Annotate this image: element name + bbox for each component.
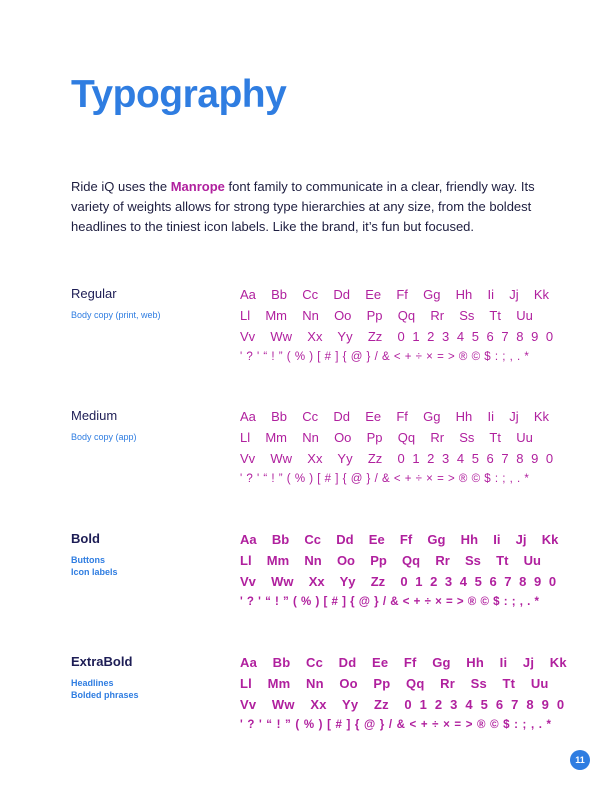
specimen-line: Aa Bb Cc Dd Ee Ff Gg Hh Ii Jj Kk [240,409,550,424]
weight-name: ExtraBold [71,654,133,669]
intro-text-before: Ride iQ uses the [71,179,171,194]
glyph-specimen [240,652,567,736]
glyph-specimen [240,284,553,368]
weight-use-item: Icon labels [71,567,118,577]
font-name-highlight: Manrope [170,179,225,194]
weight-uses [71,554,118,578]
weight-uses [71,677,139,701]
weight-name: Medium [71,408,118,423]
specimen-line: ' ? ' “ ! ” ( % ) [ # ] { @ } / & < + ÷ × = > ® © $ : ; , . * [240,473,529,485]
weight-uses [71,309,161,321]
specimen-line: Aa Bb Cc Dd Ee Ff Gg Hh Ii Jj Kk [240,655,567,670]
specimen-line: Aa Bb Cc Dd Ee Ff Gg Hh Ii Jj Kk [240,532,559,547]
weight-use-item: Body copy (print, web) [71,310,161,320]
weight-use-item: Bolded phrases [71,690,139,700]
weight-use-item: Body copy (app) [71,432,137,442]
weight-use-item: Headlines [71,678,114,688]
specimen-line: Ll Mm Nn Oo Pp Qq Rr Ss Tt Uu [240,676,549,691]
weight-name: Bold [71,531,100,546]
specimen-line: ' ? ' “ ! ” ( % ) [ # ] { @ } / & < + ÷ × = > ® © $ : ; , . * [240,351,529,363]
specimen-line: Vv Ww Xx Yy Zz 0 1 2 3 4 5 6 7 8 9 0 [240,697,565,712]
weight-uses [71,431,137,443]
weight-use-item: Buttons [71,555,105,565]
page-number-badge: 11 [570,750,590,770]
page-title: Typography [71,73,287,116]
specimen-line: Vv Ww Xx Yy Zz 0 1 2 3 4 5 6 7 8 9 0 [240,574,557,589]
weight-name: Regular [71,286,117,301]
specimen-line: Ll Mm Nn Oo Pp Qq Rr Ss Tt Uu [240,553,541,568]
intro-paragraph [71,177,551,237]
specimen-line: Vv Ww Xx Yy Zz 0 1 2 3 4 5 6 7 8 9 0 [240,329,554,344]
specimen-line: Ll Mm Nn Oo Pp Qq Rr Ss Tt Uu [240,430,533,445]
glyph-specimen [240,529,558,613]
specimen-line: ' ? ' “ ! ” ( % ) [ # ] { @ } / & < + ÷ × = > ® © $ : ; , . * [240,719,552,731]
glyph-specimen [240,406,553,490]
specimen-line: Ll Mm Nn Oo Pp Qq Rr Ss Tt Uu [240,308,533,323]
specimen-line: Aa Bb Cc Dd Ee Ff Gg Hh Ii Jj Kk [240,287,550,302]
intro-text-after: font family to communicate in a clear, friendly way. Its variety of weights allows for strong type hierarchies at any size, from the boldest headlines to the tiniest icon labels. Like the brand, it’s fun but focused. [71,179,535,234]
specimen-line: Vv Ww Xx Yy Zz 0 1 2 3 4 5 6 7 8 9 0 [240,451,554,466]
specimen-line: ' ? ' “ ! ” ( % ) [ # ] { @ } / & < + ÷ × = > ® © $ : ; , . * [240,596,540,608]
